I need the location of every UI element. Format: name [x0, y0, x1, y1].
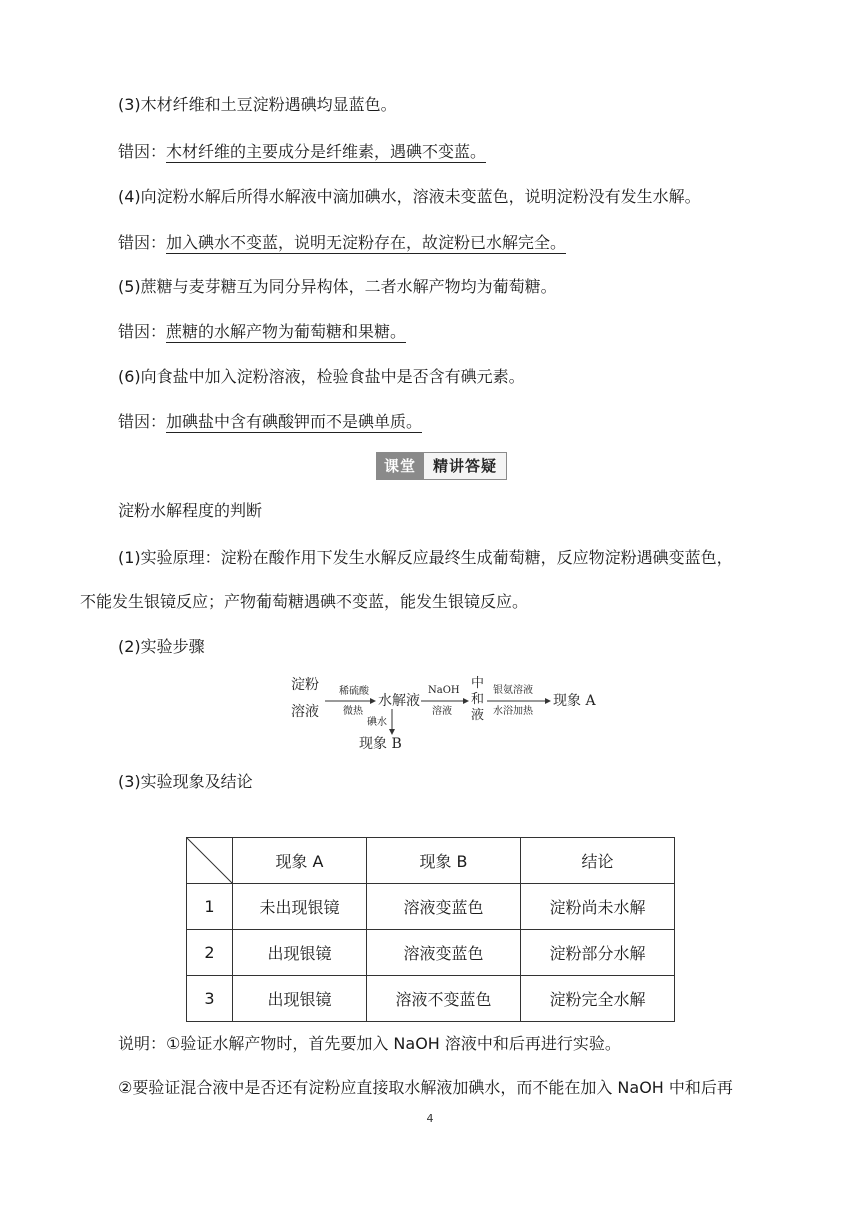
item-4: (4)向淀粉水解后所得水解液中滴加碘水，溶液未变蓝色，说明淀粉没有发生水解。 [118, 187, 701, 206]
page-number: 4 [426, 1112, 434, 1125]
table-row [187, 884, 675, 930]
neutral-1: 中 [471, 676, 485, 691]
reason-text: 蔗糖的水解产物为葡萄糖和果糖。 [166, 322, 407, 341]
cell-a: 出现银镜 [233, 930, 367, 976]
arrow3-bottom: 水浴加热 [493, 706, 533, 717]
section-banner [376, 452, 507, 480]
down-label: 碘水 [367, 717, 387, 728]
cell-conclusion: 淀粉尚未水解 [521, 884, 675, 930]
error-label: 错因： [118, 322, 167, 341]
header-cell: 现象 A [233, 838, 367, 884]
error-reason-6 [118, 411, 422, 433]
start-top: 淀粉 [291, 677, 319, 693]
note-2: ②要验证混合液中是否还有淀粉应直接取水解液加碘水，而不能在加入 NaOH 中和后再 [118, 1078, 733, 1097]
banner-left: 课堂 [376, 452, 424, 480]
steps-heading: (2)实验步骤 [118, 637, 205, 656]
header-cell: 结论 [521, 838, 675, 884]
cell-b: 溶液变蓝色 [367, 930, 521, 976]
error-label: 错因： [118, 142, 167, 161]
cell-a: 出现银镜 [233, 976, 367, 1022]
cell-b: 溶液不变蓝色 [367, 976, 521, 1022]
cell-a: 未出现银镜 [233, 884, 367, 930]
table-row [187, 930, 675, 976]
note-1: 说明：①验证水解产物时，首先要加入 NaOH 溶液中和后再进行实验。 [118, 1034, 621, 1053]
table-row [187, 976, 675, 1022]
neutral-3: 液 [471, 708, 485, 723]
error-reason-3 [118, 141, 486, 163]
node-hydrolysate: 水解液 [378, 693, 420, 709]
item-5: (5)蔗糖与麦芽糖互为同分异构体，二者水解产物均为葡萄糖。 [118, 277, 557, 296]
item-3: (3)木材纤维和土豆淀粉遇碘均显蓝色。 [118, 95, 397, 114]
experiment-flow-diagram [285, 672, 615, 752]
banner-right: 精讲答疑 [424, 452, 507, 480]
row-number: 3 [187, 976, 233, 1022]
reason-text: 木材纤维的主要成分是纤维素，遇碘不变蓝。 [166, 142, 487, 161]
header-cell: 现象 B [367, 838, 521, 884]
cell-b: 溶液变蓝色 [367, 884, 521, 930]
principle-line-1: (1)实验原理：淀粉在酸作用下发生水解反应最终生成葡萄糖，反应物淀粉遇碘变蓝色， [118, 548, 733, 567]
error-reason-5 [118, 321, 406, 343]
row-number: 2 [187, 930, 233, 976]
neutral-2: 和 [471, 692, 485, 707]
diagonal-header-cell [187, 838, 233, 884]
principle-line-2: 不能发生银镜反应；产物葡萄糖遇碘不变蓝，能发生银镜反应。 [80, 592, 529, 611]
arrow2-top: NaOH [428, 685, 460, 696]
cell-conclusion: 淀粉部分水解 [521, 930, 675, 976]
arrow1-top: 稀硫酸 [339, 686, 369, 697]
arrow2-bottom: 溶液 [432, 706, 452, 717]
cell-conclusion: 淀粉完全水解 [521, 976, 675, 1022]
item-6: (6)向食盐中加入淀粉溶液，检验食盐中是否含有碘元素。 [118, 367, 525, 386]
arrow3-top: 银氨溶液 [493, 685, 533, 696]
error-label: 错因： [118, 412, 167, 431]
error-label: 错因： [118, 233, 167, 252]
row-number: 1 [187, 884, 233, 930]
result-b: 现象 B [359, 736, 402, 752]
section-title: 淀粉水解程度的判断 [118, 501, 263, 520]
table-header-row [187, 838, 675, 884]
result-a: 现象 A [553, 693, 596, 709]
reason-text: 加碘盐中含有碘酸钾而不是碘单质。 [166, 412, 423, 431]
arrow1-bottom: 微热 [343, 706, 363, 717]
start-bottom: 溶液 [291, 704, 319, 720]
results-table [186, 837, 675, 1022]
diagonal-line [187, 838, 233, 884]
reason-text: 加入碘水不变蓝，说明无淀粉存在，故淀粉已水解完全。 [166, 233, 567, 252]
results-heading: (3)实验现象及结论 [118, 772, 253, 791]
error-reason-4 [118, 232, 566, 254]
